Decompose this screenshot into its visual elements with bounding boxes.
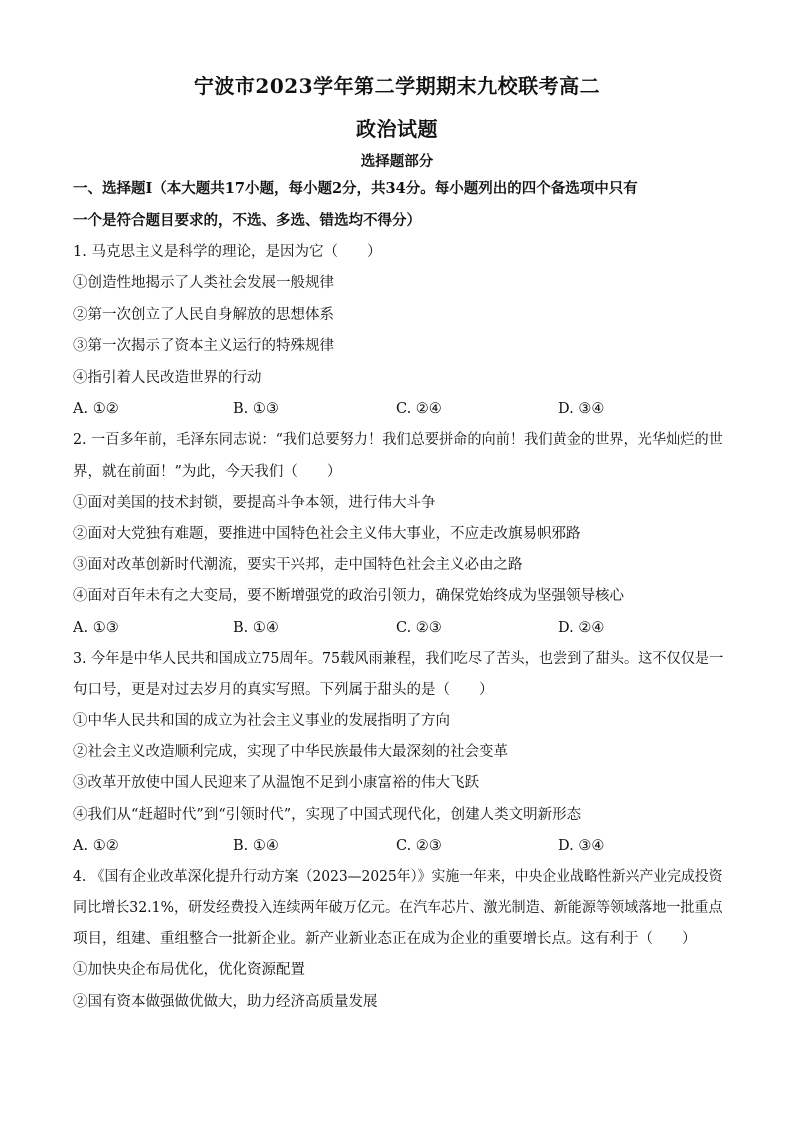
question-stem: 句口号，更是对过去岁月的真实写照。下列属于甜头的是（ ） [73,682,494,698]
answer-choice-b: B. ①④ [233,838,279,854]
question-stem: 项目，组建、重组整合一批新企业。新产业新业态正在成为企业的重要增长点。这有利于（ ） [73,931,697,947]
option-statement: ③面对改革创新时代潮流，要实干兴邦，走中国特色社会主义必由之路 [73,557,523,573]
answer-choice-d: D. ③④ [558,401,605,417]
answer-choice-c: C. ②③ [396,838,442,854]
answer-choice-d: D. ③④ [558,838,605,854]
answer-choice-a: A. ①② [73,401,119,417]
exam-title: 宁波市2023学年第二学期期末九校联考高二 [193,74,601,98]
option-statement: ①中华人民共和国的成立为社会主义事业的发展指明了方向 [73,713,450,729]
option-statement: ②社会主义改造顺利完成，实现了中华民族最伟大最深刻的社会变革 [73,744,508,760]
answer-choice-a: A. ①② [73,838,119,854]
option-statement: ④面对百年未有之大变局，要不断增强党的政治引领力，确保党始终成为坚强领导核心 [73,588,624,604]
question-stem: 3. 今年是中华人民共和国成立75周年。75载风雨兼程，我们吃尽了苦头，也尝到了甜头。这不仅仅是一 [73,651,724,667]
answer-choice-c: C. ②③ [396,620,442,636]
answer-choice-a: A. ①③ [73,620,119,636]
exam-subject-title: 政治试题 [356,117,438,141]
answer-choice-c: C. ②④ [396,401,442,417]
section-heading: 选择题部分 [360,153,434,170]
option-statement: ②面对大党独有难题，要推进中国特色社会主义伟大事业，不应走改旗易帜邪路 [73,526,581,542]
option-statement: ④指引着人民改造世界的行动 [73,370,262,386]
question-stem: 同比增长32.1%，研发经费投入连续两年破万亿元。在汽车芯片、激光制造、新能源等领域落地一批重点 [73,900,723,916]
option-statement: ③改革开放使中国人民迎来了从温饱不足到小康富裕的伟大飞跃 [73,775,479,791]
option-statement: ②第一次创立了人民自身解放的思想体系 [73,307,334,323]
option-statement: ③第一次揭示了资本主义运行的特殊规律 [73,338,334,354]
answer-choice-b: B. ①④ [233,620,279,636]
question-stem: 界，就在前面！”为此，今天我们（ ） [73,464,342,480]
answer-choice-b: B. ①③ [233,401,279,417]
answer-choice-d: D. ②④ [558,620,605,636]
option-statement: ④我们从“赶超时代”到“引领时代”，实现了中国式现代化，创建人类文明新形态 [73,807,582,823]
option-statement: ①加快央企布局优化，优化资源配置 [73,962,305,978]
question-stem: 2. 一百多年前，毛泽东同志说：“我们总要努力！我们总要拼命的向前！我们黄金的世界，光华灿烂的世 [73,432,723,448]
question-stem: 4. 《国有企业改革深化提升行动方案（2023—2025年）》实施一年来，中央企业战略性新兴产业完成投资 [73,869,723,885]
option-statement: ①面对美国的技术封锁，要提高斗争本领，进行伟大斗争 [73,495,436,511]
option-statement: ①创造性地揭示了人类社会发展一般规律 [73,275,334,291]
question-stem: 1. 马克思主义是科学的理论，是因为它（ ） [73,244,382,260]
instructions-line-1: 一、选择题Ⅰ（本大题共17小题，每小题2分，共34分。每小题列出的四个备选项中只有 [73,180,638,197]
option-statement: ②国有资本做强做优做大，助力经济高质量发展 [73,994,378,1010]
instructions-line-2: 一个是符合题目要求的，不选、多选、错选均不得分） [73,212,421,229]
